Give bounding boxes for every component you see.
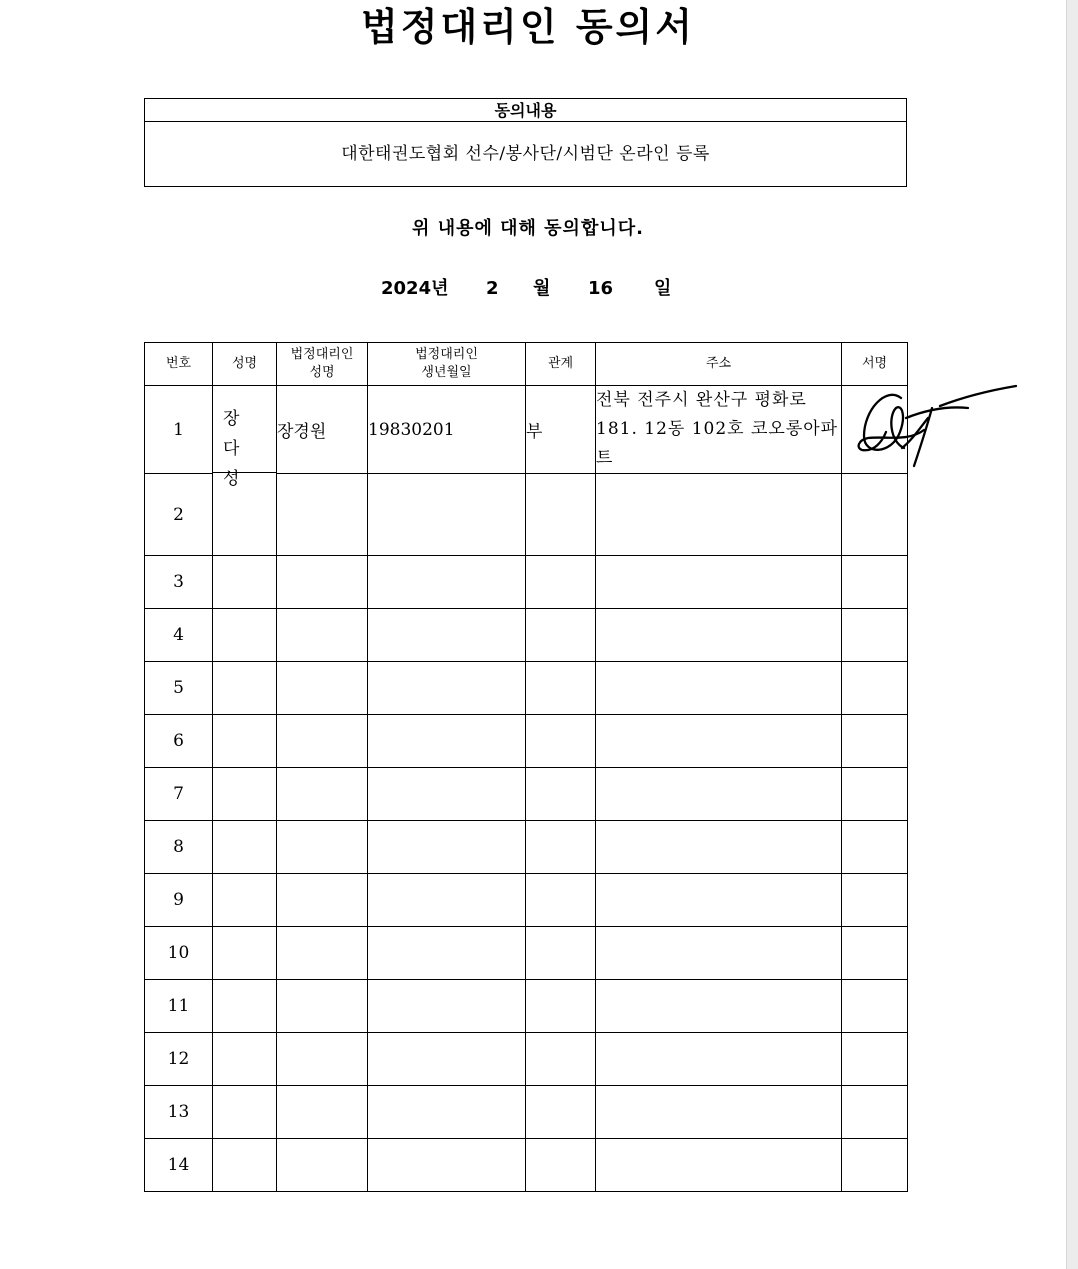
guardian-name bbox=[277, 715, 368, 768]
relation bbox=[526, 662, 596, 715]
row-number: 9 bbox=[145, 874, 213, 927]
signature-cell bbox=[842, 768, 908, 821]
participant-name bbox=[213, 821, 277, 874]
guardian-birth bbox=[368, 715, 526, 768]
participant-name bbox=[213, 980, 277, 1033]
relation bbox=[526, 474, 596, 556]
signature-cell bbox=[842, 1086, 908, 1139]
header-guardian-name-line1: 법정대리인 bbox=[290, 347, 354, 362]
date-month-unit: 월 bbox=[533, 278, 551, 299]
participant-name bbox=[213, 556, 277, 609]
relation bbox=[526, 927, 596, 980]
row-number: 13 bbox=[145, 1086, 213, 1139]
guardian-name bbox=[277, 768, 368, 821]
guardian-name bbox=[277, 474, 368, 556]
header-guardian-birth-line1: 법정대리인 bbox=[415, 347, 478, 362]
participant-name-cell bbox=[213, 386, 277, 556]
signature-cell bbox=[842, 609, 908, 662]
guardian-name bbox=[277, 1086, 368, 1139]
address bbox=[596, 715, 842, 768]
table-row bbox=[145, 662, 908, 715]
row-number: 5 bbox=[145, 662, 213, 715]
guardian-name: 장경원 bbox=[277, 386, 368, 474]
relation bbox=[526, 556, 596, 609]
row-number: 11 bbox=[145, 980, 213, 1033]
guardian-birth bbox=[368, 821, 526, 874]
participant-name bbox=[213, 927, 277, 980]
address bbox=[596, 927, 842, 980]
address bbox=[596, 474, 842, 556]
agreement-text: 위 내용에 대해 동의합니다. bbox=[412, 218, 644, 239]
signature-cell bbox=[842, 662, 908, 715]
address bbox=[596, 1033, 842, 1086]
guardian-birth bbox=[368, 980, 526, 1033]
document-title: 법정대리인 동의서 bbox=[361, 5, 695, 49]
header-guardian-name-line2: 성명 bbox=[309, 365, 335, 380]
table-row bbox=[145, 927, 908, 980]
signature-cell bbox=[842, 556, 908, 609]
guardian-birth bbox=[368, 1086, 526, 1139]
guardian-birth bbox=[368, 1033, 526, 1086]
date-day-unit: 일 bbox=[654, 278, 672, 299]
relation bbox=[526, 1033, 596, 1086]
guardian-name bbox=[277, 556, 368, 609]
table-row bbox=[145, 609, 908, 662]
table-row bbox=[145, 715, 908, 768]
guardian-birth bbox=[368, 609, 526, 662]
signature-cell bbox=[842, 715, 908, 768]
header-relation: 관계 bbox=[526, 343, 596, 386]
signature-cell bbox=[842, 1139, 908, 1192]
address bbox=[596, 1139, 842, 1192]
relation bbox=[526, 609, 596, 662]
date-day: 16 bbox=[588, 278, 614, 299]
relation bbox=[526, 1086, 596, 1139]
row-number: 4 bbox=[145, 609, 213, 662]
row-number: 2 bbox=[145, 474, 213, 556]
participant-name bbox=[213, 768, 277, 821]
consent-box bbox=[144, 98, 907, 187]
date-year: 2024년 bbox=[381, 278, 449, 299]
guardian-name bbox=[277, 927, 368, 980]
date-month: 2 bbox=[486, 278, 499, 299]
table-row bbox=[145, 1139, 908, 1192]
guardian-birth: 19830201 bbox=[368, 386, 526, 474]
header-signature: 서명 bbox=[842, 343, 908, 386]
participant-name bbox=[213, 662, 277, 715]
header-no: 번호 bbox=[145, 343, 213, 386]
participant-name bbox=[213, 1086, 277, 1139]
guardian-name bbox=[277, 1033, 368, 1086]
participant-name bbox=[213, 874, 277, 927]
table-row bbox=[145, 1086, 908, 1139]
relation bbox=[526, 715, 596, 768]
row-number: 14 bbox=[145, 1139, 213, 1192]
signature-cell bbox=[842, 874, 908, 927]
guardian-name bbox=[277, 609, 368, 662]
guardian-name bbox=[277, 1139, 368, 1192]
guardian-table bbox=[144, 342, 908, 1192]
address bbox=[596, 1086, 842, 1139]
signature-cell bbox=[842, 821, 908, 874]
participant-name bbox=[213, 1033, 277, 1086]
row-number: 3 bbox=[145, 556, 213, 609]
participant-name bbox=[213, 715, 277, 768]
guardian-birth bbox=[368, 768, 526, 821]
participant-name bbox=[213, 609, 277, 662]
guardian-birth bbox=[368, 874, 526, 927]
handwritten-signature bbox=[856, 370, 1021, 470]
guardian-name bbox=[277, 874, 368, 927]
table-row bbox=[145, 386, 908, 474]
signature-cell bbox=[842, 386, 908, 474]
header-guardian-birth bbox=[368, 343, 526, 386]
page-edge bbox=[1066, 0, 1078, 1269]
guardian-birth bbox=[368, 474, 526, 556]
table-header-row bbox=[145, 343, 908, 386]
guardian-birth bbox=[368, 556, 526, 609]
guardian-birth bbox=[368, 1139, 526, 1192]
signature-cell bbox=[842, 1033, 908, 1086]
relation bbox=[526, 980, 596, 1033]
header-guardian-name bbox=[277, 343, 368, 386]
table-row bbox=[145, 821, 908, 874]
guardian-birth bbox=[368, 662, 526, 715]
header-address: 주소 bbox=[596, 343, 842, 386]
table-row bbox=[145, 768, 908, 821]
relation bbox=[526, 874, 596, 927]
row-number: 6 bbox=[145, 715, 213, 768]
participant-name: 장 다 성 bbox=[213, 386, 276, 473]
guardian-name bbox=[277, 662, 368, 715]
guardian-name bbox=[277, 980, 368, 1033]
row-number: 8 bbox=[145, 821, 213, 874]
row-number: 1 bbox=[145, 386, 213, 474]
table-row bbox=[145, 980, 908, 1033]
guardian-birth bbox=[368, 927, 526, 980]
relation bbox=[526, 1139, 596, 1192]
row-number: 12 bbox=[145, 1033, 213, 1086]
row-number: 7 bbox=[145, 768, 213, 821]
table-row bbox=[145, 556, 908, 609]
address bbox=[596, 980, 842, 1033]
signature-cell bbox=[842, 927, 908, 980]
table-row bbox=[145, 874, 908, 927]
relation bbox=[526, 768, 596, 821]
address: 전북 전주시 완산구 평화로 181. 12동 102호 코오롱아파트 bbox=[596, 386, 842, 474]
consent-header: 동의내용 bbox=[145, 99, 906, 122]
address bbox=[596, 662, 842, 715]
address bbox=[596, 874, 842, 927]
row-number: 10 bbox=[145, 927, 213, 980]
consent-content: 대한태권도협회 선수/봉사단/시범단 온라인 등록 bbox=[341, 144, 710, 164]
participant-name bbox=[213, 1139, 277, 1192]
address bbox=[596, 556, 842, 609]
address bbox=[596, 609, 842, 662]
guardian-name bbox=[277, 821, 368, 874]
header-guardian-birth-line2: 생년월일 bbox=[421, 365, 472, 380]
relation: 부 bbox=[526, 386, 596, 474]
signature-cell bbox=[842, 474, 908, 556]
relation bbox=[526, 821, 596, 874]
address bbox=[596, 768, 842, 821]
table-row bbox=[145, 1033, 908, 1086]
signature-cell bbox=[842, 980, 908, 1033]
header-name: 성명 bbox=[213, 343, 277, 386]
address bbox=[596, 821, 842, 874]
